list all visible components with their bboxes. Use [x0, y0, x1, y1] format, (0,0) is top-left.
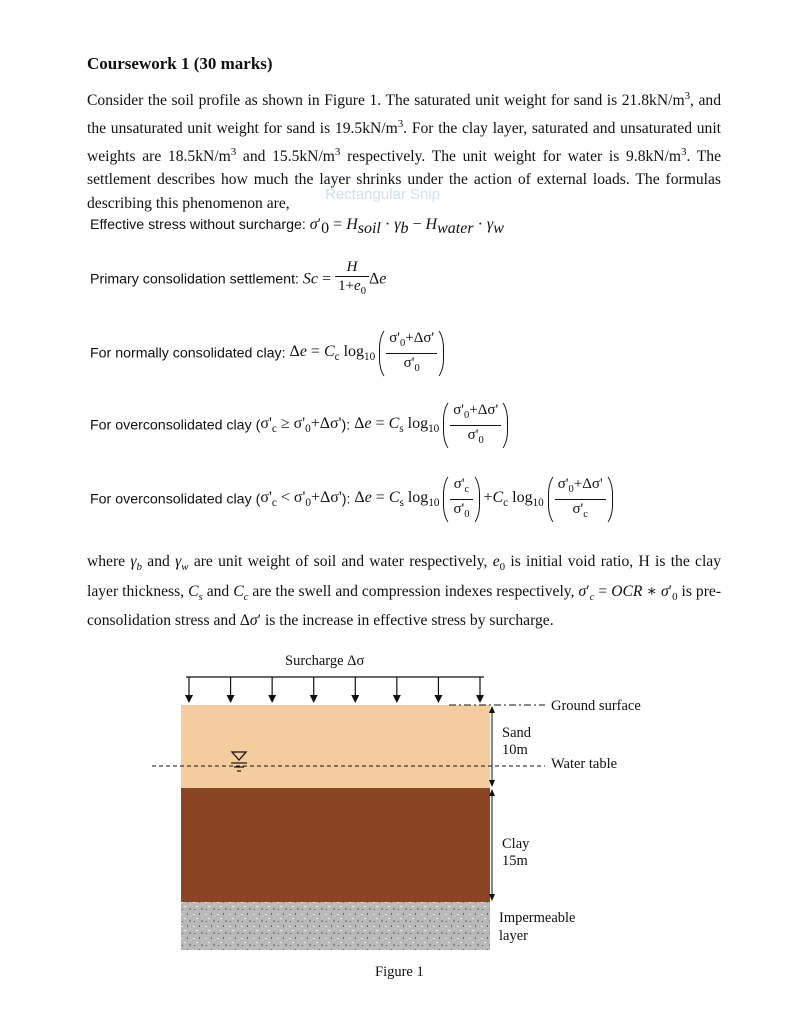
- primary-settlement-equation: Primary consolidation settlement: Sc = $\frac{H}{1+e_0}$ Δe: [90, 259, 387, 297]
- overconsolidated-close-2: ):: [341, 491, 351, 508]
- impermeable-layer: [181, 902, 490, 950]
- intro-text-1: Consider the soil profile as shown in Figure 1. The saturated unit weight for sand is 21.8kN/m: [87, 92, 685, 110]
- unit-superscript: 3: [681, 145, 687, 158]
- figure-caption: Figure 1: [375, 964, 424, 980]
- closing-text-4: is initial void ratio, H is the clay layer thickness,: [87, 553, 722, 600]
- clay-thickness-label: 15m: [502, 853, 528, 869]
- impermeable-label: Impermeable: [499, 910, 576, 926]
- clay-layer: [181, 788, 490, 902]
- unit-superscript: 3: [684, 90, 691, 102]
- sand-layer: [181, 705, 490, 788]
- ground-surface-label: Ground surface: [551, 698, 641, 714]
- intro-text-5: respectively. The unit weight for water is 9.8kN/m: [340, 147, 682, 165]
- sand-thickness-label: 10m: [502, 742, 528, 758]
- overconsolidated-equation-2: For overconsolidated clay $(\sigma'_c < \sigma'_0+\Delta\sigma')$: $\Delta e = C_s$ $\log_{10}$ $\frac{\sigma'_c}{\sigma'_0}$ $+C_c$ $\log_{10}$ $\frac{\sigma'_0+\Delta\sigma'}{\sigma'_c}$: [90, 472, 613, 527]
- overconsolidated-label-1: For overconsolidated clay (: [90, 417, 261, 434]
- closing-paragraph: where $\gamma_b$ and $\gamma_w$ are unit weight of soil and water respectively, $e_0$ is initial void ratio, H is the clay layer thickness, $C_s$ and $C_c$ are the swell and compression indexes respectively, $\sigma'_c$ = OCR ∗ $\sigma'_0$ is pre-consolidation stress and Δσ′ is the increase in effective stress by surcharge.: [87, 553, 722, 630]
- rectangular-snip-watermark: Rectangular Snip: [325, 186, 441, 203]
- closing-text-5: and: [202, 582, 234, 600]
- overconsolidated-label-2: For overconsolidated clay (: [90, 491, 261, 508]
- intro-text-6: . The settlement describes how much the layer shrinks under the action of external loads. The formulas describing this phenomenon are,: [87, 147, 722, 212]
- closing-text-8: is the increase in effective stress by surcharge.: [261, 612, 554, 630]
- normally-consolidated-label: For normally consolidated clay:: [90, 345, 286, 362]
- surcharge-arrow-head: [310, 695, 318, 703]
- closing-text-2: and: [142, 553, 176, 570]
- surcharge-arrow-head: [351, 695, 359, 703]
- overconsolidated-equation-1: For overconsolidated clay $(\sigma'_c \ge \sigma'_0+\Delta\sigma')$: $\Delta e = C_s$ $\log_{10}$ $\frac{\sigma'_0+\Delta\sigma'}{\sigma'_0}$: [90, 398, 508, 453]
- sand-label: Sand: [502, 725, 531, 741]
- closing-text-3: are unit weight of soil and water respectively,: [188, 553, 493, 570]
- surcharge-arrow-head: [434, 695, 442, 703]
- closing-text-7: is pre-consolidation stress and: [87, 582, 722, 630]
- normally-consolidated-equation: For normally consolidated clay: $\Delta e = C_c$ $\log_{10}$ $\frac{\sigma'_0+\Delta\sigma'}{\sigma'_0}$: [90, 326, 444, 381]
- water-table-label: Water table: [551, 756, 618, 772]
- effective-stress-equation: Effective stress without surcharge: $\sigma'_0 = H_{soil} \cdot \gamma_b - H_{water} \cdot \gamma_w$: [90, 216, 504, 237]
- surcharge-arrow-head: [476, 695, 484, 703]
- surcharge-arrow-head: [268, 695, 276, 703]
- clay-label: Clay: [502, 836, 530, 852]
- impermeable-layer-label: layer: [499, 928, 528, 944]
- page-title: Coursework 1 (30 marks): [87, 54, 273, 73]
- overconsolidated-close-1: ):: [341, 417, 351, 434]
- closing-text-1: where: [87, 553, 131, 570]
- effective-stress-label: Effective stress without surcharge:: [90, 217, 306, 233]
- closing-text-6: are the swell and compression indexes respectively,: [248, 582, 579, 600]
- intro-text-3: . For the clay layer, saturated and unsaturated unit weights are 18.5kN/m: [87, 119, 721, 165]
- surcharge-arrow-head: [227, 695, 235, 703]
- unit-superscript: 3: [334, 145, 341, 158]
- surcharge-label: Surcharge Δσ: [285, 653, 365, 669]
- surcharge-arrow-head: [393, 695, 401, 703]
- primary-settlement-label: Primary consolidation settlement:: [90, 271, 299, 288]
- surcharge-arrows: [185, 677, 484, 703]
- intro-text-4: and 15.5kN/m: [236, 147, 335, 165]
- unit-superscript: 3: [230, 145, 237, 158]
- intro-text-2: , and the unsaturated unit weight for sand is 19.5kN/m: [87, 92, 722, 137]
- surcharge-arrow-head: [185, 695, 193, 703]
- unit-superscript: 3: [397, 117, 404, 130]
